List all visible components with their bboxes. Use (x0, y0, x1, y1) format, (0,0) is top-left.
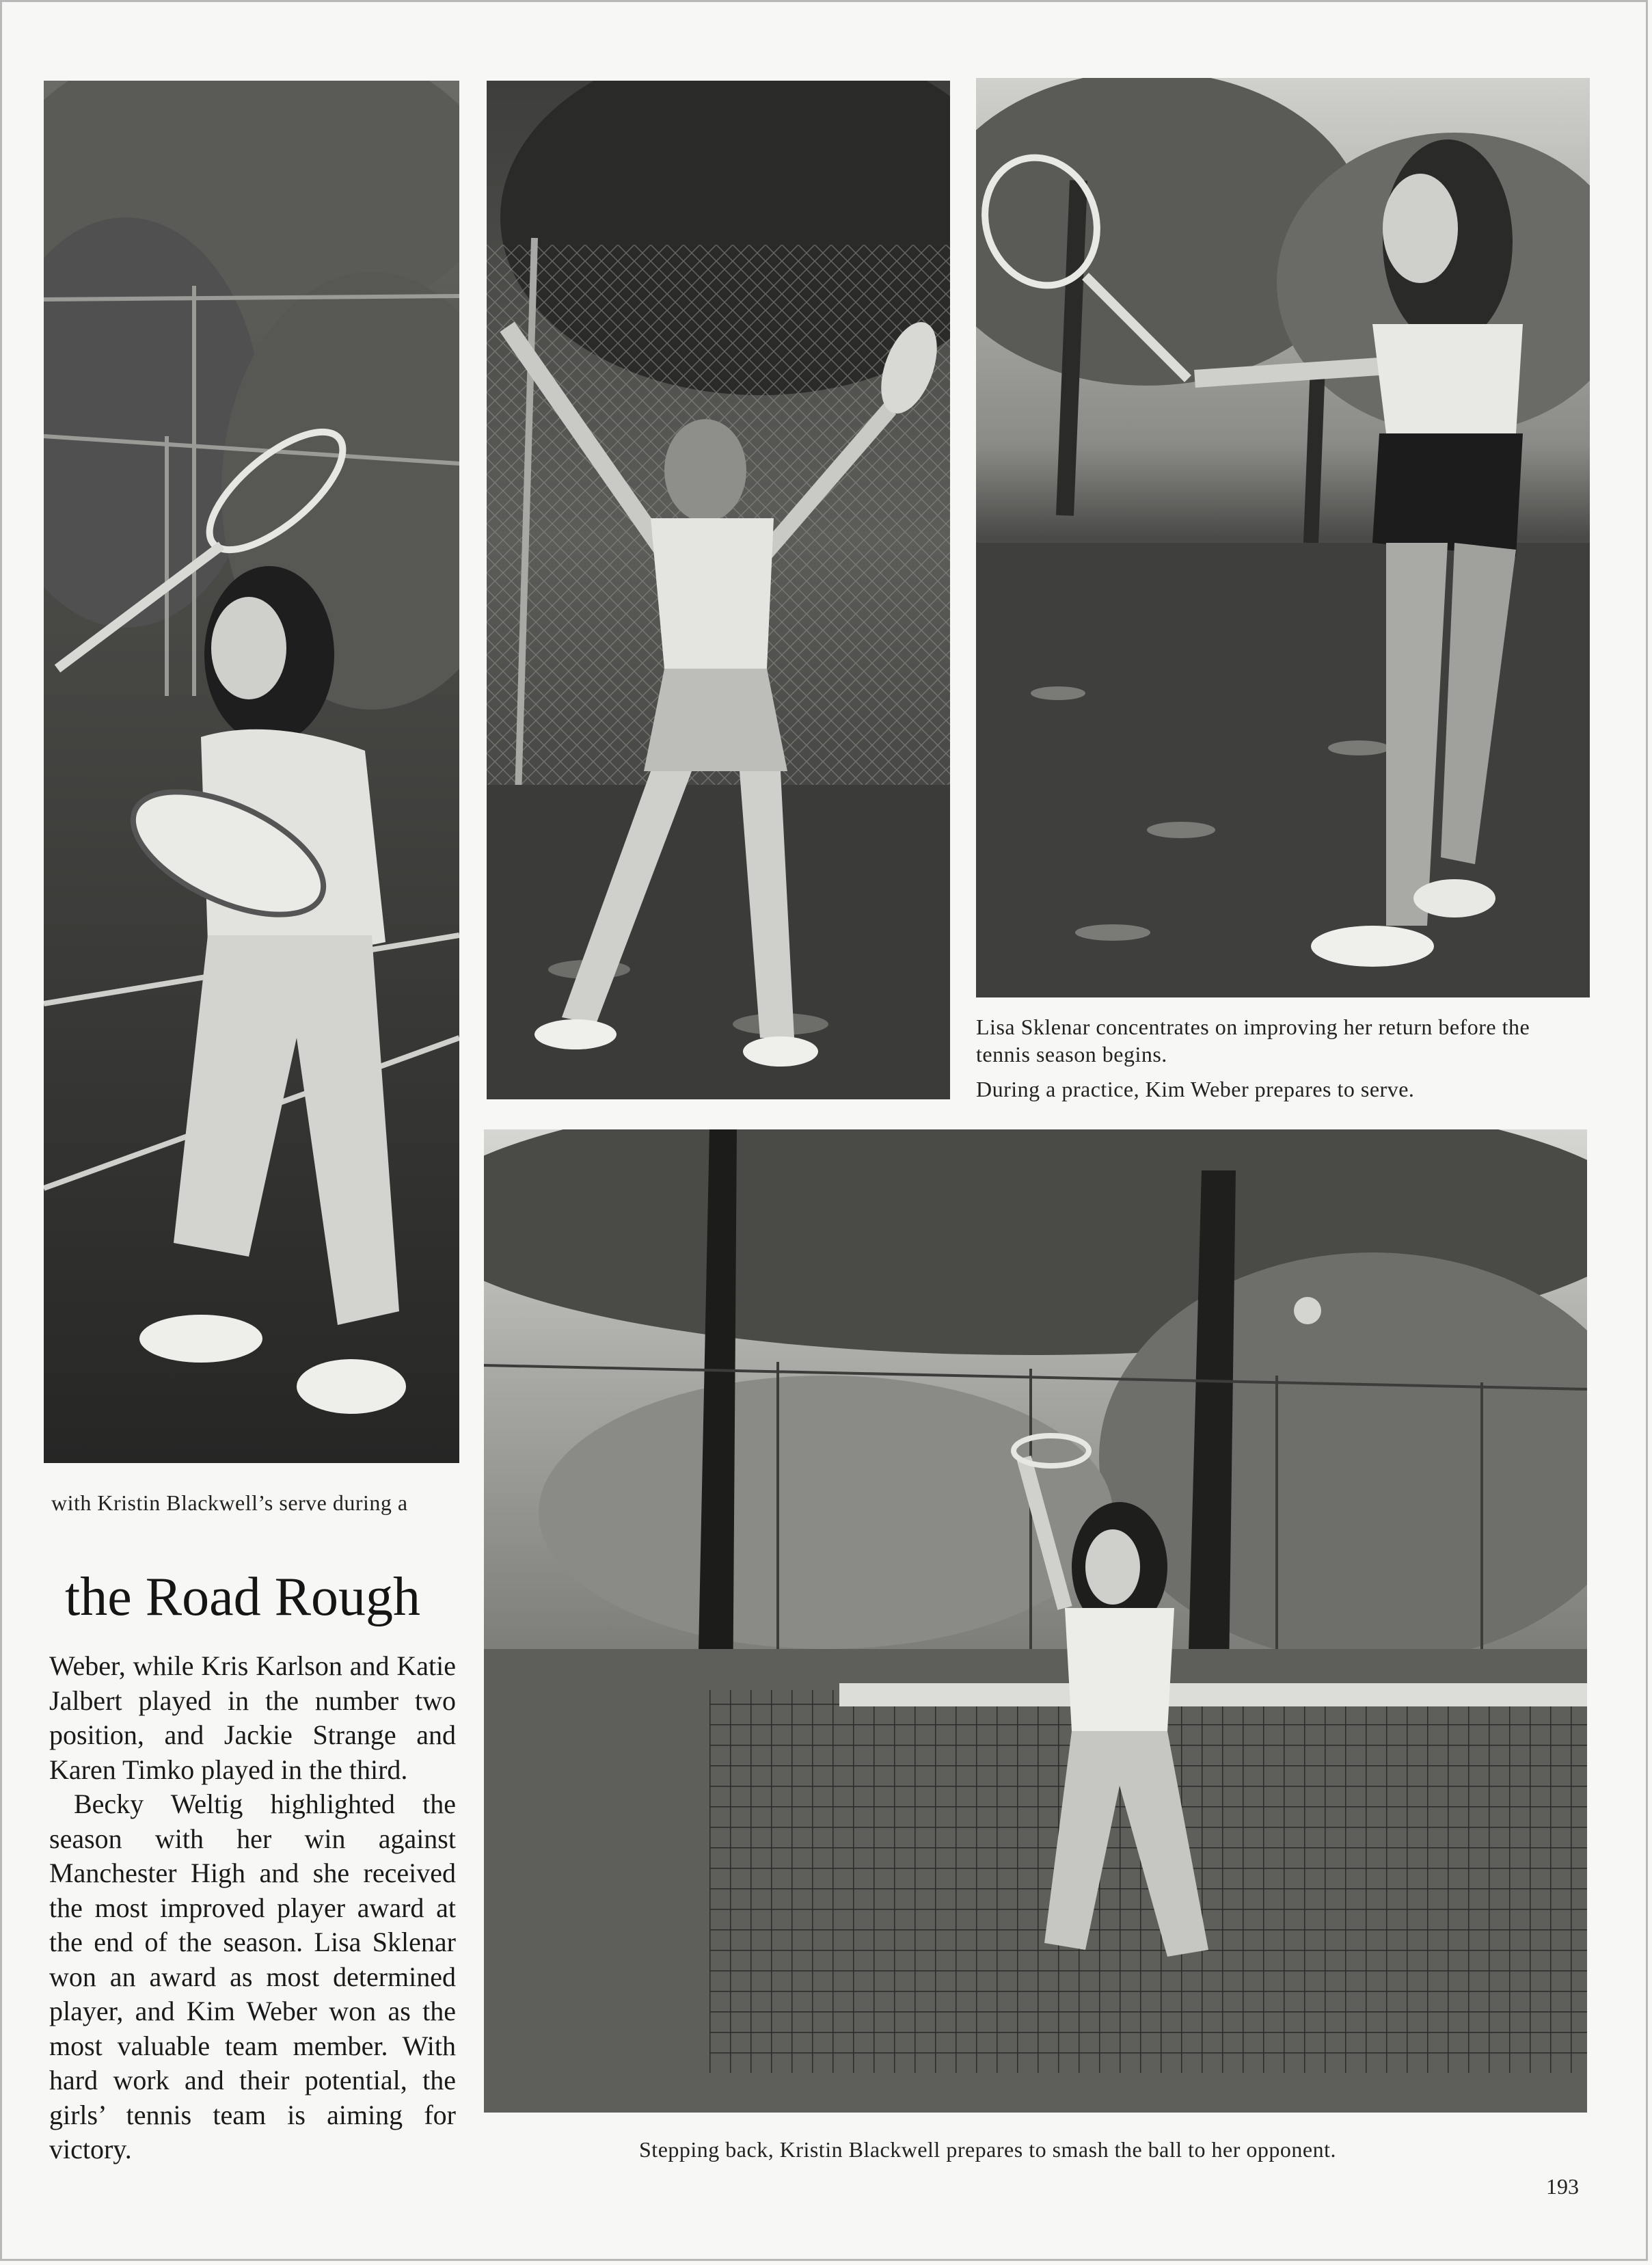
caption-right-top-line2: tennis season begins. (976, 1042, 1167, 1067)
caption-left-fragment: with Kristin Blackwell’s serve during a (51, 1490, 408, 1515)
photo-right-top-image (976, 78, 1590, 997)
article-paragraph-1: Weber, while Kris Karlson and Katie Jalbert played in the number two position, and Jackie Strange and Karen Timko played in the third. (49, 1650, 456, 1785)
photo-right-top (976, 78, 1590, 997)
photo-center-top (487, 81, 950, 1099)
article-paragraph-2: Becky Weltig highlighted the season with her win against Manchester High and she received the most improved player award at the end of the season. Lisa Sklenar won an award as most determined player, and Kim Weber won as the most valuable team member. With hard work and their potential, the girls’ tennis team is aiming for victory. (49, 1788, 456, 2165)
photo-bottom-large (484, 1129, 1587, 2113)
photo-center-top-image (487, 81, 950, 1099)
caption-center-top: During a practice, Kim Weber prepares to serve. (976, 1077, 1415, 1101)
article-body (49, 1649, 456, 2167)
caption-bottom: Stepping back, Kristin Blackwell prepares to smash the ball to her opponent. (639, 2137, 1336, 2162)
page-number: 193 (1546, 2174, 1579, 2199)
caption-right-top-line1: Lisa Sklenar concentrates on improving her return before the (976, 1015, 1530, 1039)
article-headline: the Road Rough (65, 1567, 420, 1627)
photo-left-tall (44, 81, 459, 1463)
photo-bottom-large-image (484, 1129, 1587, 2113)
photo-left-tall-image (44, 81, 459, 1463)
